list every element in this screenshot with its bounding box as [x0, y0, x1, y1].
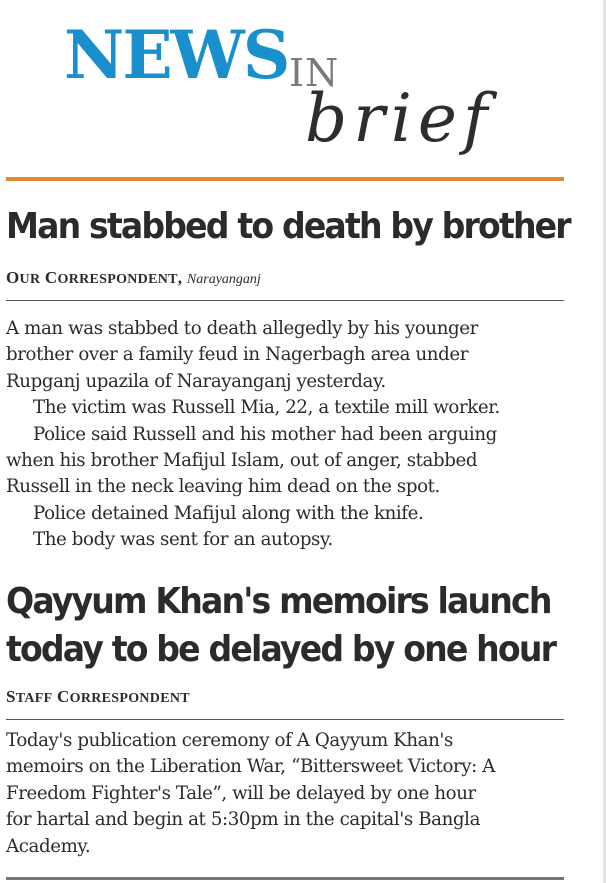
- body-line: The victim was Russell Mia, 22, a textile mill worker.: [33, 397, 500, 419]
- body-line: Freedom Fighter's Tale”, will be delayed by one hour: [6, 782, 476, 804]
- article-2-body: [6, 728, 578, 860]
- masthead-brief-word: brief: [305, 80, 494, 157]
- byline-letter: O: [6, 268, 20, 287]
- body-line: Police detained Mafijul along with the knife.: [33, 502, 424, 524]
- body-line: for hartal and begin at 5:30pm in the capital's Bangla: [6, 809, 481, 831]
- byline-smallcaps: ORRESPONDENT: [69, 691, 190, 706]
- body-line: memoirs on the Liberation War, “Bittersweet Victory: A: [6, 756, 496, 778]
- masthead-in-word: IN: [289, 51, 340, 95]
- body-line: Rupganj upazila of Narayanganj yesterday.: [6, 370, 386, 392]
- article-1-divider: [6, 300, 564, 301]
- body-line: when his brother Mafijul Islam, out of anger, stabbed: [6, 450, 478, 472]
- body-line: Today's publication ceremony of A Qayyum Khan's: [6, 730, 453, 751]
- byline-letter: S: [6, 687, 16, 706]
- article-2-headline-line-2: today to be delayed by one hour: [6, 629, 556, 670]
- body-line: brother over a family feud in Nagerbagh area under: [6, 344, 469, 366]
- article-1-byline: [6, 267, 261, 291]
- byline-letter: C: [44, 268, 58, 287]
- masthead-divider: [6, 177, 564, 181]
- article-1-headline: Man stabbed to death by brother: [6, 206, 570, 247]
- body-line: Police said Russell and his mother had been arguing: [33, 423, 497, 445]
- article-2-byline: [6, 686, 190, 710]
- byline-letter: C: [57, 687, 70, 706]
- article-1-location: Narayanganj: [186, 272, 261, 287]
- article-1-body: [6, 316, 578, 554]
- article-2-headline-line-1: Qayyum Khan's memoirs launch: [6, 581, 551, 622]
- body-line: A man was stabbed to death allegedly by his younger: [6, 318, 478, 339]
- byline-smallcaps: TAFF: [15, 691, 53, 706]
- byline-smallcaps: UR: [19, 272, 41, 287]
- masthead-news-word: NEWS: [64, 16, 289, 94]
- body-line: Russell in the neck leaving him dead on the spot.: [6, 476, 440, 498]
- byline-comma: ,: [177, 268, 183, 287]
- body-line: The body was sent for an autopsy.: [33, 529, 333, 551]
- body-line: Academy.: [6, 835, 91, 857]
- byline-smallcaps: ORRESPONDENT: [57, 272, 178, 287]
- bottom-divider: [6, 877, 564, 880]
- news-in-brief-masthead: [0, 0, 606, 180]
- article-2-divider: [6, 719, 564, 720]
